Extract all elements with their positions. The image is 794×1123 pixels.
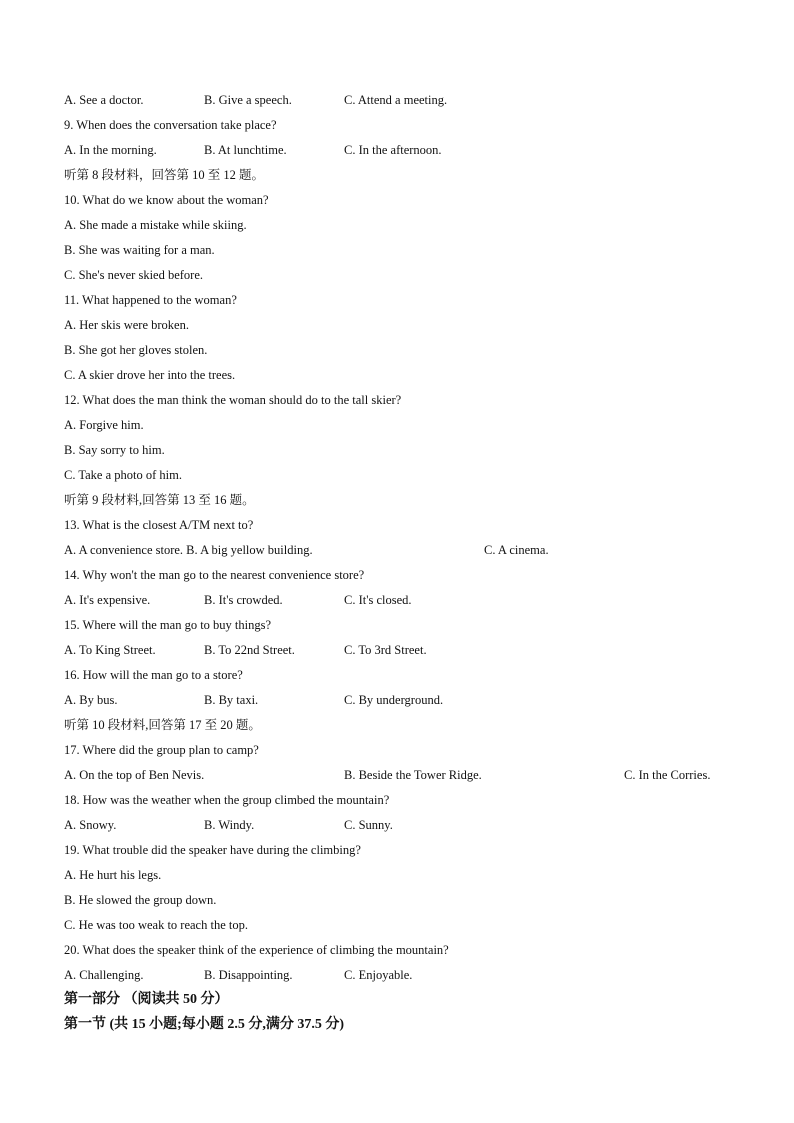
- answer-option: A. By bus.: [64, 693, 118, 707]
- question-line: B. He slowed the group down.: [64, 893, 217, 907]
- question-line: 17. Where did the group plan to camp?: [64, 743, 259, 757]
- question-line: 15. Where will the man go to buy things?: [64, 618, 272, 632]
- answer-option: C. A cinema.: [484, 543, 549, 557]
- question-line: B. She got her gloves stolen.: [64, 343, 208, 357]
- answer-option: C. To 3rd Street.: [344, 643, 427, 657]
- question-line: A. She made a mistake while skiing.: [64, 218, 247, 232]
- section-heading: 第一部分 （阅读共 50 分）: [64, 992, 229, 1007]
- answer-option: B. Give a speech.: [204, 93, 292, 107]
- answer-option: C. In the Corries.: [624, 768, 711, 782]
- question-line: B. She was waiting for a man.: [64, 243, 215, 257]
- answer-option: B. It's crowded.: [204, 593, 283, 607]
- answer-option: B. To 22nd Street.: [204, 643, 295, 657]
- answer-option: C. It's closed.: [344, 593, 412, 607]
- answer-option: A. Snowy.: [64, 818, 117, 832]
- answer-option: A. In the morning.: [64, 143, 157, 157]
- question-line: 听第 9 段材料,回答第 13 至 16 题。: [64, 493, 255, 507]
- question-line: A. He hurt his legs.: [64, 868, 162, 882]
- section-heading: 第一节 (共 15 小题;每小题 2.5 分,满分 37.5 分): [64, 1017, 344, 1032]
- question-line: A. Her skis were broken.: [64, 318, 189, 332]
- question-line: 10. What do we know about the woman?: [64, 193, 269, 207]
- answer-option: A. It's expensive.: [64, 593, 151, 607]
- question-line: C. Take a photo of him.: [64, 468, 182, 482]
- question-line: 13. What is the closest A/TM next to?: [64, 518, 254, 532]
- answer-option: B. At lunchtime.: [204, 143, 287, 157]
- answer-option: C. Attend a meeting.: [344, 93, 448, 107]
- question-line: 11. What happened to the woman?: [64, 293, 237, 307]
- answer-option: A. A convenience store. B. A big yellow building.: [64, 543, 313, 557]
- question-line: 18. How was the weather when the group climbed the mountain?: [64, 793, 390, 807]
- question-line: 听第 8 段材料，回答第 10 至 12 题。: [64, 168, 265, 182]
- answer-option: B. Beside the Tower Ridge.: [344, 768, 482, 782]
- answer-option: C. By underground.: [344, 693, 444, 707]
- question-line: 16. How will the man go to a store?: [64, 668, 243, 682]
- question-line: A. Forgive him.: [64, 418, 144, 432]
- answer-option: B. Windy.: [204, 818, 255, 832]
- answer-option: C. Sunny.: [344, 818, 393, 832]
- answer-option: A. Challenging.: [64, 968, 144, 982]
- question-line: B. Say sorry to him.: [64, 443, 165, 457]
- answer-option: B. By taxi.: [204, 693, 259, 707]
- question-line: C. He was too weak to reach the top.: [64, 918, 248, 932]
- question-line: 9. When does the conversation take place?: [64, 118, 277, 132]
- question-line: 12. What does the man think the woman should do to the tall skier?: [64, 393, 402, 407]
- answer-option: B. Disappointing.: [204, 968, 293, 982]
- question-line: C. She's never skied before.: [64, 268, 204, 282]
- question-line: 19. What trouble did the speaker have during the climbing?: [64, 843, 361, 857]
- answer-option: C. Enjoyable.: [344, 968, 413, 982]
- answer-option: C. In the afternoon.: [344, 143, 442, 157]
- answer-option: A. To King Street.: [64, 643, 156, 657]
- answer-option: A. On the top of Ben Nevis.: [64, 768, 205, 782]
- question-line: C. A skier drove her into the trees.: [64, 368, 236, 382]
- answer-option: A. See a doctor.: [64, 93, 144, 107]
- question-line: 听第 10 段材料,回答第 17 至 20 题。: [64, 718, 261, 732]
- question-line: 14. Why won't the man go to the nearest convenience store?: [64, 568, 365, 582]
- question-line: 20. What does the speaker think of the experience of climbing the mountain?: [64, 943, 449, 957]
